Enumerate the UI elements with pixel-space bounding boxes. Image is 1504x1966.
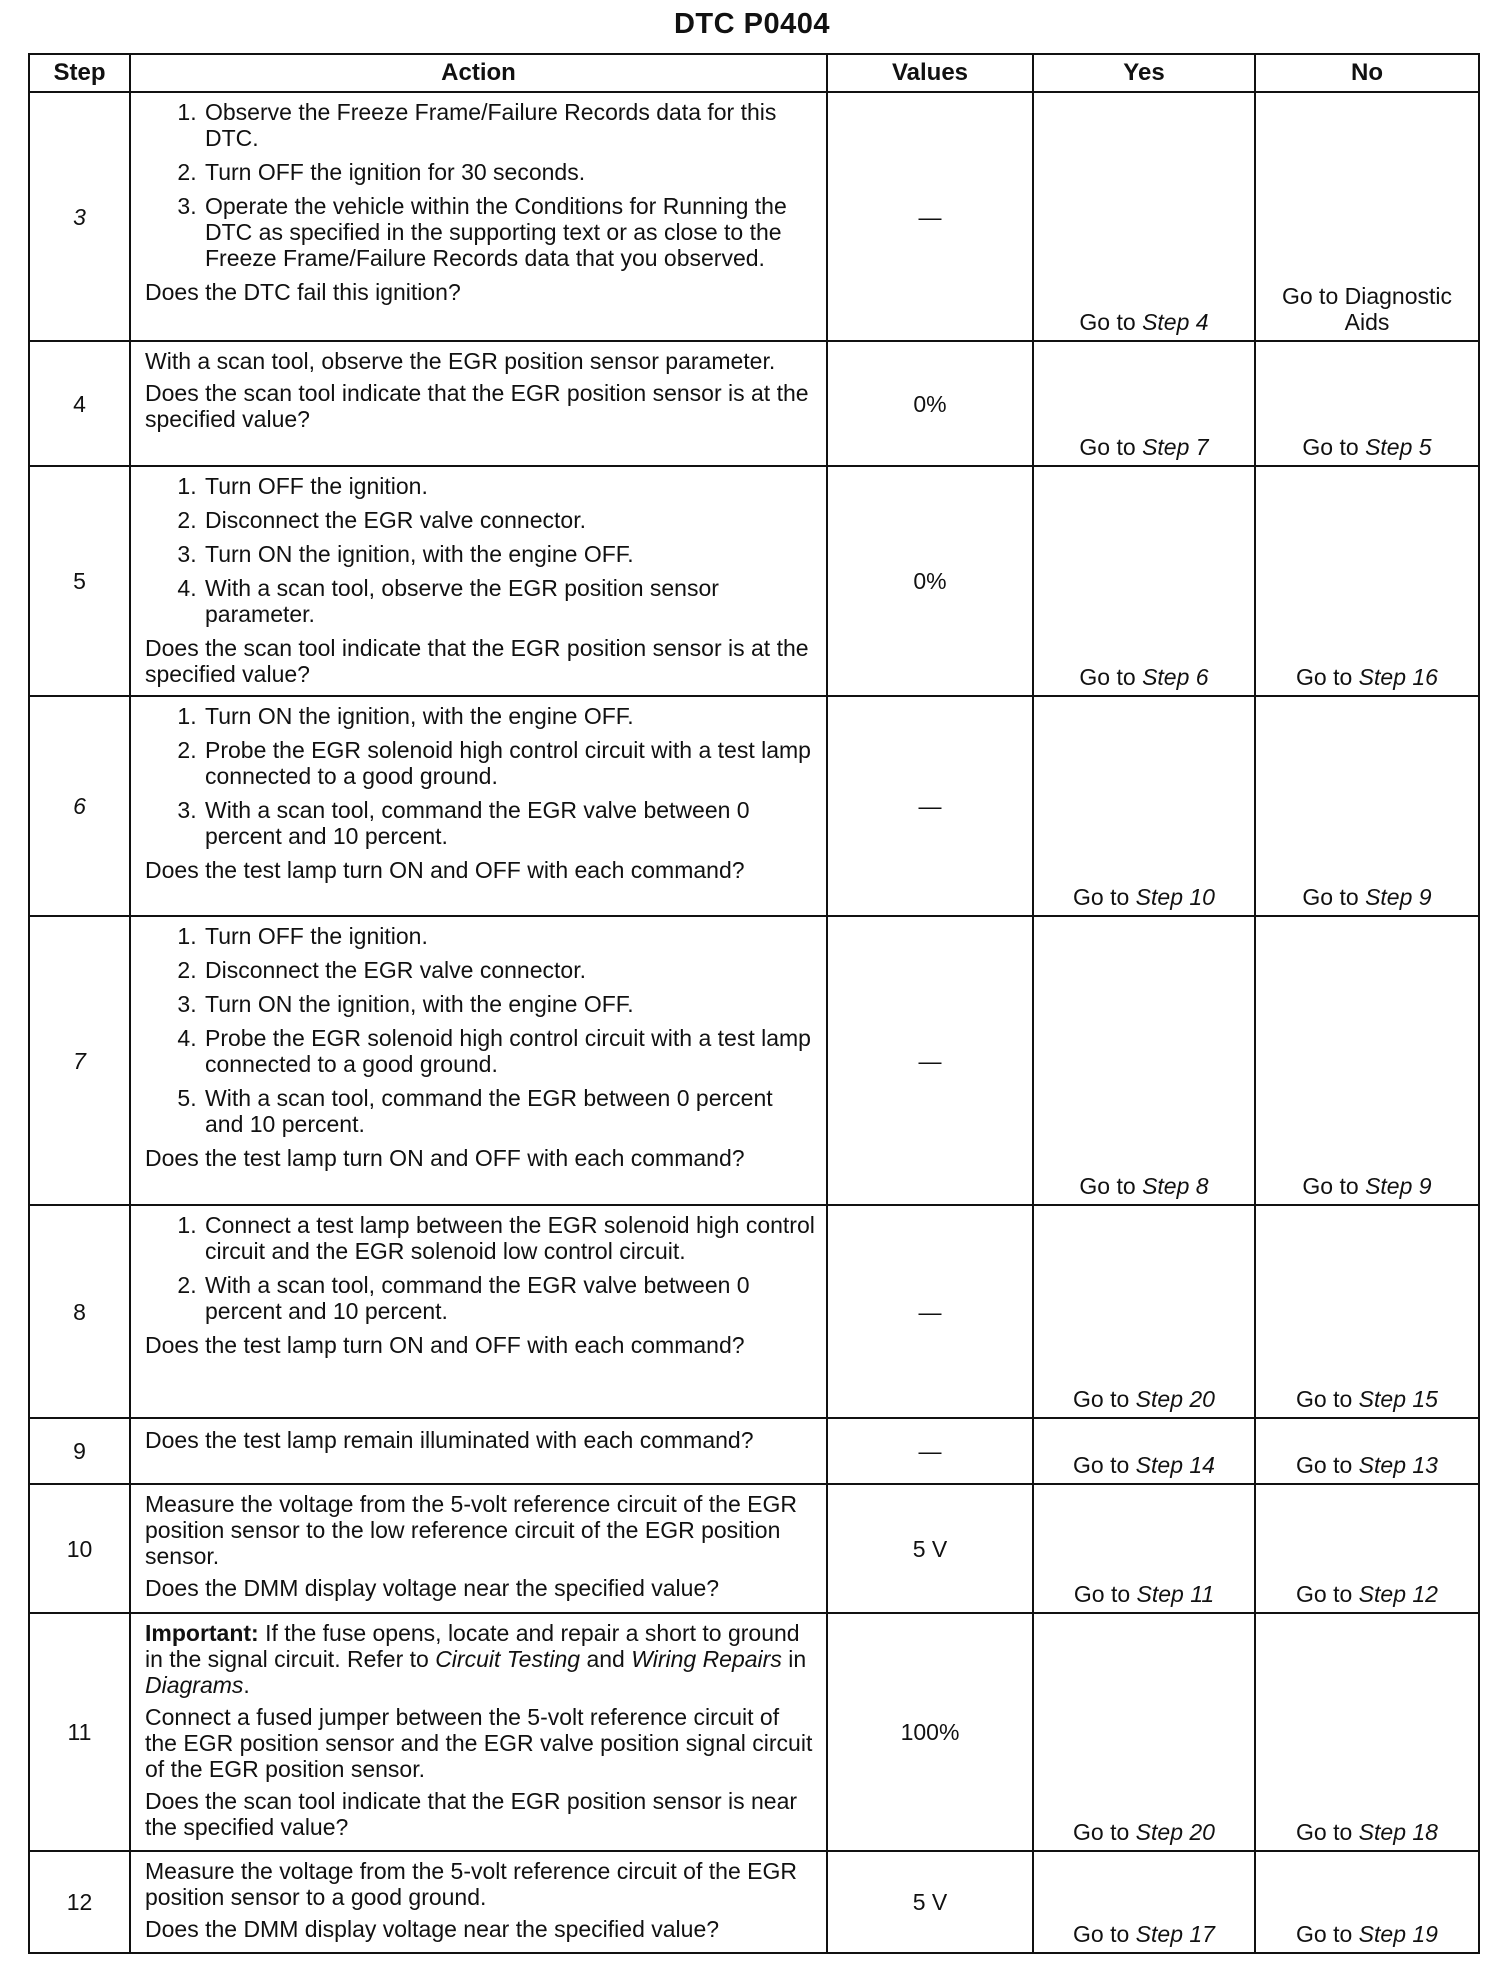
table-row-step-12	[29, 1851, 1479, 1953]
goto-step-link[interactable]: Step 9	[1365, 1173, 1432, 1199]
no-cell	[1255, 1613, 1479, 1851]
goto-prefix: Go to	[1296, 1819, 1353, 1845]
no-cell	[1255, 341, 1479, 466]
goto-step-link[interactable]: Step 9	[1365, 884, 1432, 910]
action-text: Connect a fused jumper between the 5-volt reference circuit of the EGR position sensor and the EGR valve position signal circuit of the EGR position sensor.	[145, 1704, 813, 1782]
header-row	[29, 54, 1479, 92]
diagrams-reference[interactable]: Diagrams	[145, 1672, 244, 1698]
action-cell	[130, 1484, 827, 1613]
goto-step-link[interactable]: Step 8	[1142, 1173, 1209, 1199]
no-cell	[1255, 1484, 1479, 1613]
action-cell	[130, 341, 827, 466]
goto-step-link[interactable]: Step 15	[1358, 1386, 1438, 1412]
instruction-item: 4. Probe the EGR solenoid high control circuit with a test lamp connected to a good ground.	[203, 1025, 816, 1077]
instruction-item: 3. With a scan tool, command the EGR valve between 0 percent and 10 percent.	[203, 797, 816, 849]
yes-cell	[1033, 1205, 1255, 1418]
goto-prefix: Go to	[1296, 1581, 1353, 1607]
step-number: 12	[29, 1851, 130, 1953]
yes-cell	[1033, 341, 1255, 466]
yes-cell	[1033, 92, 1255, 341]
step-number: 3	[29, 92, 130, 341]
question-text: Does the scan tool indicate that the EGR position sensor is at the specified value?	[145, 635, 809, 687]
values-cell: —	[827, 1418, 1033, 1484]
goto-step-link[interactable]: Step 4	[1142, 309, 1209, 335]
important-text: and	[580, 1646, 632, 1672]
table-row-step-3	[29, 92, 1479, 341]
step-number: 9	[29, 1418, 130, 1484]
table-row-step-8	[29, 1205, 1479, 1418]
circuit-testing-reference[interactable]: Circuit Testing	[435, 1646, 581, 1672]
goto-step-link[interactable]: Step 7	[1142, 434, 1209, 460]
step-number: 6	[29, 696, 130, 916]
table-row-step-7	[29, 916, 1479, 1205]
instruction-item: 1. Connect a test lamp between the EGR solenoid high control circuit and the EGR solenoid low control circuit.	[203, 1212, 816, 1264]
question-text: Does the test lamp turn ON and OFF with each command?	[145, 1332, 745, 1358]
action-text: Measure the voltage from the 5-volt reference circuit of the EGR position sensor to a good ground.	[145, 1858, 797, 1910]
action-cell	[130, 916, 827, 1205]
action-cell	[130, 1205, 827, 1418]
question-text: Does the test lamp turn ON and OFF with each command?	[145, 857, 745, 883]
goto-prefix: Go to	[1079, 434, 1136, 460]
no-cell	[1255, 466, 1479, 696]
no-cell	[1255, 916, 1479, 1205]
goto-step-link[interactable]: Step 5	[1365, 434, 1432, 460]
instruction-item: 3. Operate the vehicle within the Conditions for Running the DTC as specified in the supporting text or as close to the Freeze Frame/Failure Records data that you observed.	[203, 193, 816, 271]
instruction-list	[145, 703, 816, 849]
question-text: Does the scan tool indicate that the EGR position sensor is at the specified value?	[145, 380, 809, 432]
goto-prefix: Go to	[1073, 1581, 1131, 1607]
no-cell	[1255, 1851, 1479, 1953]
action-cell	[130, 696, 827, 916]
instruction-item: 3. Turn ON the ignition, with the engine OFF.	[203, 991, 816, 1017]
yes-cell	[1033, 1418, 1255, 1484]
action-cell	[130, 466, 827, 696]
goto-prefix: Go to	[1302, 1173, 1359, 1199]
yes-cell	[1033, 1613, 1255, 1851]
no-cell	[1255, 1205, 1479, 1418]
values-cell: —	[827, 696, 1033, 916]
goto-prefix: Go to	[1296, 1452, 1353, 1478]
values-cell: —	[827, 916, 1033, 1205]
step-number: 5	[29, 466, 130, 696]
goto-prefix: Go to	[1079, 309, 1136, 335]
instruction-item: 5. With a scan tool, command the EGR between 0 percent and 10 percent.	[203, 1085, 816, 1137]
goto-step-link[interactable]: Step 13	[1358, 1452, 1438, 1478]
instruction-item: 2. Turn OFF the ignition for 30 seconds.	[203, 159, 816, 185]
values-cell: 5 V	[827, 1484, 1033, 1613]
no-cell	[1255, 696, 1479, 916]
table-row-step-4	[29, 341, 1479, 466]
header-no: No	[1255, 54, 1479, 92]
goto-step-link[interactable]: Step 11	[1136, 1581, 1215, 1607]
question-text: Does the DMM display voltage near the specified value?	[145, 1575, 720, 1601]
instruction-list	[145, 99, 816, 271]
step-number: 8	[29, 1205, 130, 1418]
instruction-item: 1. Turn OFF the ignition.	[203, 923, 816, 949]
important-text: in	[781, 1646, 807, 1672]
question-text: Does the test lamp turn ON and OFF with each command?	[145, 1145, 745, 1171]
table-row-step-11	[29, 1613, 1479, 1851]
header-values: Values	[827, 54, 1033, 92]
important-text: If the fuse opens, locate and repair a short to ground in the signal circuit. Refer to	[145, 1620, 800, 1672]
instruction-item: 4. With a scan tool, observe the EGR position sensor parameter.	[203, 575, 816, 627]
yes-cell	[1033, 916, 1255, 1205]
header-yes: Yes	[1033, 54, 1255, 92]
values-cell: 100%	[827, 1613, 1033, 1851]
values-cell: 5 V	[827, 1851, 1033, 1953]
goto-prefix: Go to	[1073, 1452, 1130, 1478]
action-text: With a scan tool, observe the EGR position sensor parameter.	[145, 348, 776, 374]
goto-prefix: Go to	[1073, 1819, 1130, 1845]
table-row-step-10	[29, 1484, 1479, 1613]
goto-prefix: Go to	[1296, 1386, 1353, 1412]
goto-step-link[interactable]: Step 6	[1142, 664, 1209, 690]
goto-prefix: Go to	[1073, 1921, 1130, 1947]
goto-step-link[interactable]: Step 17	[1135, 1921, 1215, 1947]
wiring-repairs-reference[interactable]: Wiring Repairs	[631, 1646, 782, 1672]
instruction-list	[145, 923, 816, 1137]
instruction-item: 2. Disconnect the EGR valve connector.	[203, 507, 816, 533]
yes-cell	[1033, 1851, 1255, 1953]
instruction-item: 1. Turn OFF the ignition.	[203, 473, 816, 499]
header-step: Step	[29, 54, 130, 92]
step-number: 11	[29, 1613, 130, 1851]
question-text: Does the test lamp remain illuminated with each command?	[145, 1427, 754, 1453]
goto-prefix: Go to	[1079, 1173, 1136, 1199]
page-title: DTC P0404	[673, 8, 830, 40]
important-note	[145, 1620, 816, 1698]
goto-step-link[interactable]: Step 14	[1135, 1452, 1215, 1478]
action-cell	[130, 1418, 827, 1484]
table-row-step-6	[29, 696, 1479, 916]
instruction-list	[145, 473, 816, 627]
diagnostic-table	[28, 53, 1480, 1954]
step-number: 7	[29, 916, 130, 1205]
instruction-item: 2. Disconnect the EGR valve connector.	[203, 957, 816, 983]
goto-prefix: Go to	[1296, 1921, 1353, 1947]
values-cell: —	[827, 1205, 1033, 1418]
goto-step-link[interactable]: Step 20	[1135, 1386, 1215, 1412]
question-text: Does the DMM display voltage near the specified value?	[145, 1916, 720, 1942]
goto-prefix: Go to	[1302, 434, 1359, 460]
goto-step-link[interactable]: Step 18	[1358, 1819, 1438, 1845]
action-cell	[130, 92, 827, 341]
instruction-list	[145, 1212, 816, 1324]
question-text: Does the DTC fail this ignition?	[145, 279, 461, 305]
goto-step-link[interactable]: Step 10	[1135, 884, 1215, 910]
instruction-item: 2. Probe the EGR solenoid high control circuit with a test lamp connected to a good ground.	[203, 737, 816, 789]
no-cell	[1255, 92, 1479, 341]
goto-prefix: Go to	[1073, 1386, 1130, 1412]
goto-prefix: Go to	[1302, 884, 1359, 910]
goto-prefix: Go to	[1296, 664, 1353, 690]
no-cell	[1255, 1418, 1479, 1484]
goto-step-link[interactable]: Step 20	[1135, 1819, 1215, 1845]
values-cell: 0%	[827, 466, 1033, 696]
goto-prefix: Go to	[1079, 664, 1136, 690]
goto-step-link[interactable]: Step 16	[1358, 664, 1438, 690]
instruction-item: 1. Turn ON the ignition, with the engine OFF.	[203, 703, 816, 729]
header-action: Action	[130, 54, 827, 92]
goto-diagnostic-aids-link[interactable]: Go to Diagnostic Aids	[1281, 283, 1453, 335]
values-cell: 0%	[827, 341, 1033, 466]
table-row-step-9	[29, 1418, 1479, 1484]
instruction-item: 2. With a scan tool, command the EGR valve between 0 percent and 10 percent.	[203, 1272, 816, 1324]
instruction-item: 1. Observe the Freeze Frame/Failure Records data for this DTC.	[203, 99, 816, 151]
goto-step-link[interactable]: Step 19	[1358, 1921, 1438, 1947]
goto-step-link[interactable]: Step 12	[1358, 1581, 1438, 1607]
important-text: .	[243, 1672, 250, 1698]
yes-cell	[1033, 696, 1255, 916]
question-text: Does the scan tool indicate that the EGR position sensor is near the specified value?	[145, 1788, 798, 1840]
values-cell: —	[827, 92, 1033, 341]
action-cell	[130, 1851, 827, 1953]
action-text: Measure the voltage from the 5-volt reference circuit of the EGR position sensor to the low reference circuit of the EGR position sensor.	[145, 1491, 797, 1569]
step-number: 4	[29, 341, 130, 466]
goto-prefix: Go to	[1073, 884, 1130, 910]
yes-cell	[1033, 466, 1255, 696]
yes-cell	[1033, 1484, 1255, 1613]
step-number: 10	[29, 1484, 130, 1613]
action-cell	[130, 1613, 827, 1851]
instruction-item: 3. Turn ON the ignition, with the engine OFF.	[203, 541, 816, 567]
table-row-step-5	[29, 466, 1479, 696]
important-label: Important:	[145, 1620, 259, 1646]
